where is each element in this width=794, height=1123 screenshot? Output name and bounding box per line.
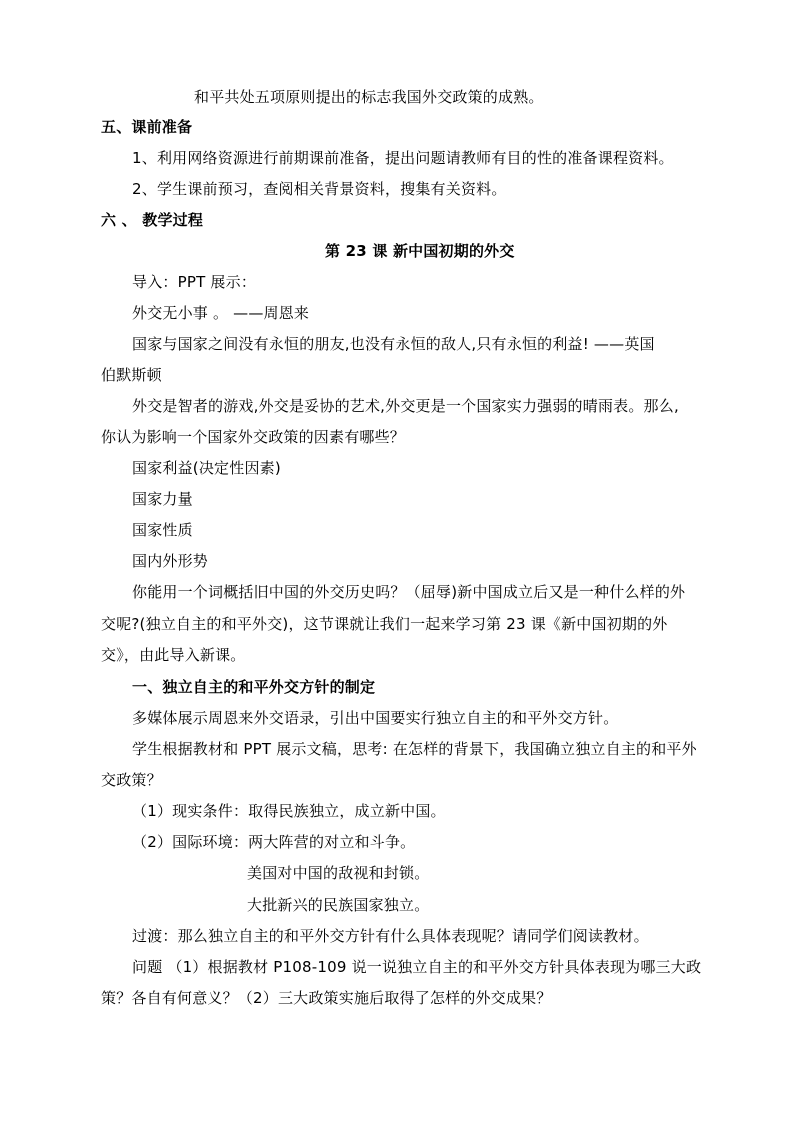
text-line: 1、利用网络资源进行前期课前准备，提出问题请教师有目的性的准备课程资料。 (132, 149, 674, 167)
section-heading: 六 、 教学过程 (101, 211, 204, 229)
section-heading: 五、课前准备 (101, 118, 193, 136)
text-line: 和平共处五项原则提出的标志我国外交政策的成熟。 (194, 88, 544, 106)
text-line: 学生根据教材和 PPT 展示文稿，思考: 在怎样的背景下，我国确立独立自主的和平外 (132, 740, 697, 758)
text-line: 导入：PPT 展示： (132, 273, 257, 291)
quote-line: 伯默斯顿 (101, 366, 162, 384)
list-item: （2）国际环境：两大阵营的对立和斗争。 (132, 833, 416, 851)
text-line: 交呢?(独立自主的和平外交)，这节课就让我们一起来学习第 23 课《新中国初期的外 (101, 615, 668, 633)
lesson-title: 第 23 课 新中国初期的外交 (325, 242, 515, 260)
text-line: 交政策？ (101, 771, 162, 789)
text-line: 外交是智者的游戏,外交是妥协的艺术,外交更是一个国家实力强弱的晴雨表。那么, (132, 397, 679, 415)
list-item: 国家力量 (132, 490, 193, 508)
list-item: 国家性质 (132, 521, 193, 539)
text-line: 交》，由此导入新课。 (101, 646, 246, 664)
text-line: 过渡：那么独立自主的和平外交方针有什么具体表现呢？请同学们阅读教材。 (132, 927, 649, 945)
list-item: 国内外形势 (132, 552, 209, 570)
list-item: 美国对中国的敌视和封锁。 (247, 864, 430, 882)
text-line: 你认为影响一个国家外交政策的因素有哪些？ (101, 428, 406, 446)
list-item: 国家利益(决定性因素) (132, 459, 281, 477)
quote-line: 国家与国家之间没有永恒的朋友,也没有永恒的敌人,只有永恒的利益! ——英国 (132, 335, 655, 353)
list-item: 大批新兴的民族国家独立。 (247, 896, 430, 914)
text-line: 2、学生课前预习，查阅相关背景资料，搜集有关资料。 (132, 180, 507, 198)
text-line: 多媒体展示周恩来外交语录，引出中国要实行独立自主的和平外交方针。 (132, 709, 619, 727)
text-line: 策？各自有何意义？（2）三大政策实施后取得了怎样的外交成果？ (101, 989, 552, 1007)
subsection-heading: 一、独立自主的和平外交方针的制定 (132, 678, 376, 696)
quote-line: 外交无小事 。 ——周恩来 (132, 304, 310, 322)
text-line: 你能用一个词概括旧中国的外交历史吗？（屈辱)新中国成立后又是一种什么样的外 (132, 583, 686, 601)
text-line: 问题 （1）根据教材 P108-109 说一说独立自主的和平外交方针具体表现为哪三大政 (132, 958, 702, 976)
list-item: （1）现实条件：取得民族独立，成立新中国。 (132, 802, 446, 820)
